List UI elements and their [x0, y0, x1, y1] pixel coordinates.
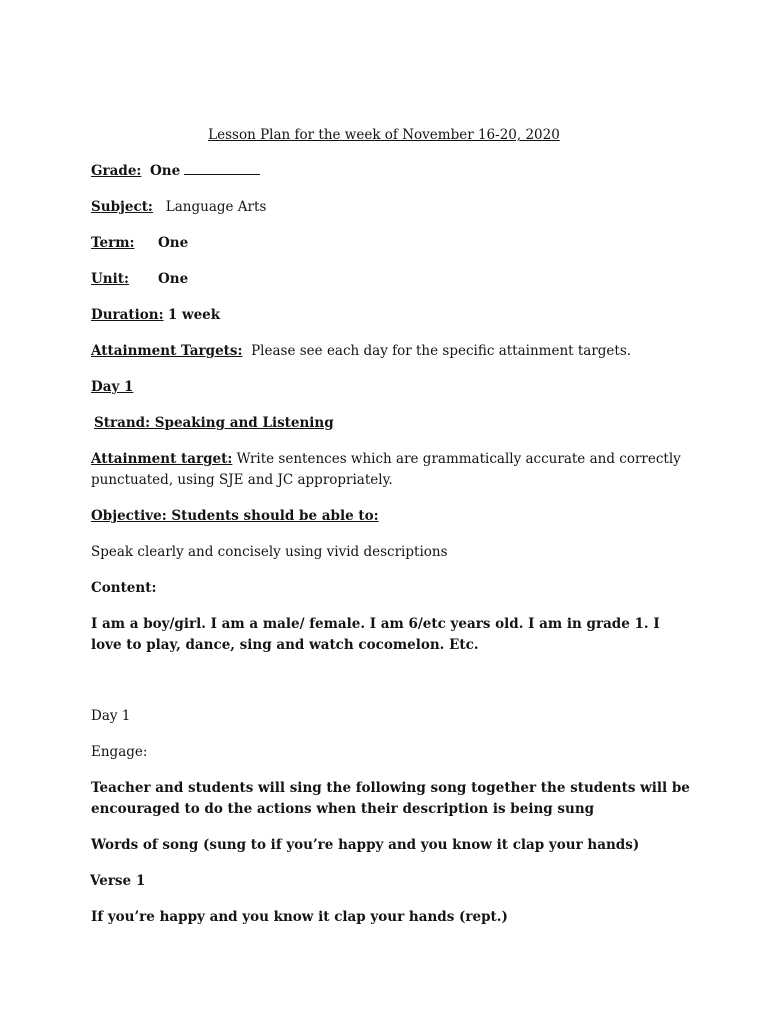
document-title — [0, 125, 768, 146]
objective-heading: Objective: Students should be able to: — [91, 508, 379, 524]
verse-line: If you’re happy and you know it clap your hands (rept.) — [91, 909, 508, 925]
unit-label: Unit: — [91, 271, 129, 287]
engage-label: Engage: — [91, 744, 148, 760]
song-words-line: Words of song (sung to if you’re happy and you know it clap your hands) — [91, 837, 640, 853]
duration-row — [91, 305, 220, 326]
attainment-targets-value: Please see each day for the specific attainment targets. — [251, 343, 632, 359]
grade-blank-line — [184, 161, 260, 175]
duration-value: 1 week — [167, 307, 221, 323]
term-row — [91, 233, 189, 254]
attainment-target-label: Attainment target: — [91, 451, 233, 467]
attainment-targets-row — [91, 341, 631, 362]
subject-value: Language Arts — [165, 199, 267, 215]
engage-text: Teacher and students will sing the following song together the students will be encouraged to do the actions when their description is being sung — [91, 780, 690, 817]
unit-value: One — [158, 271, 189, 287]
content-text: I am a boy/girl. I am a male/ female. I am 6/etc years old. I am in grade 1. I love to play, dance, sing and watch cocomelon. Etc. — [91, 616, 660, 653]
subject-label: Subject: — [91, 199, 153, 215]
term-value: One — [158, 235, 189, 251]
content-label: Content: — [91, 580, 157, 596]
verse-heading: Verse 1 — [90, 873, 146, 889]
attainment-targets-label: Attainment Targets: — [91, 343, 243, 359]
term-label: Term: — [91, 235, 135, 251]
grade-value: One — [150, 163, 181, 179]
grade-label: Grade: — [91, 163, 142, 179]
strand-heading: Strand: Speaking and Listening — [94, 415, 334, 431]
objective-text: Speak clearly and concisely using vivid descriptions — [91, 544, 448, 560]
attainment-target-value: Write sentences which are grammatically accurate and correctly punctuated, using SJE and JC appropriately. — [91, 451, 681, 488]
unit-row — [91, 269, 189, 290]
attainment-target-paragraph — [91, 449, 691, 491]
day1-second-heading: Day 1 — [91, 708, 131, 724]
duration-label: Duration: — [91, 307, 164, 323]
day1-heading: Day 1 — [91, 379, 134, 395]
subject-row — [91, 197, 266, 218]
document-title-text: Lesson Plan for the week of November 16-20, 2020 — [208, 127, 560, 143]
grade-row — [91, 161, 260, 182]
